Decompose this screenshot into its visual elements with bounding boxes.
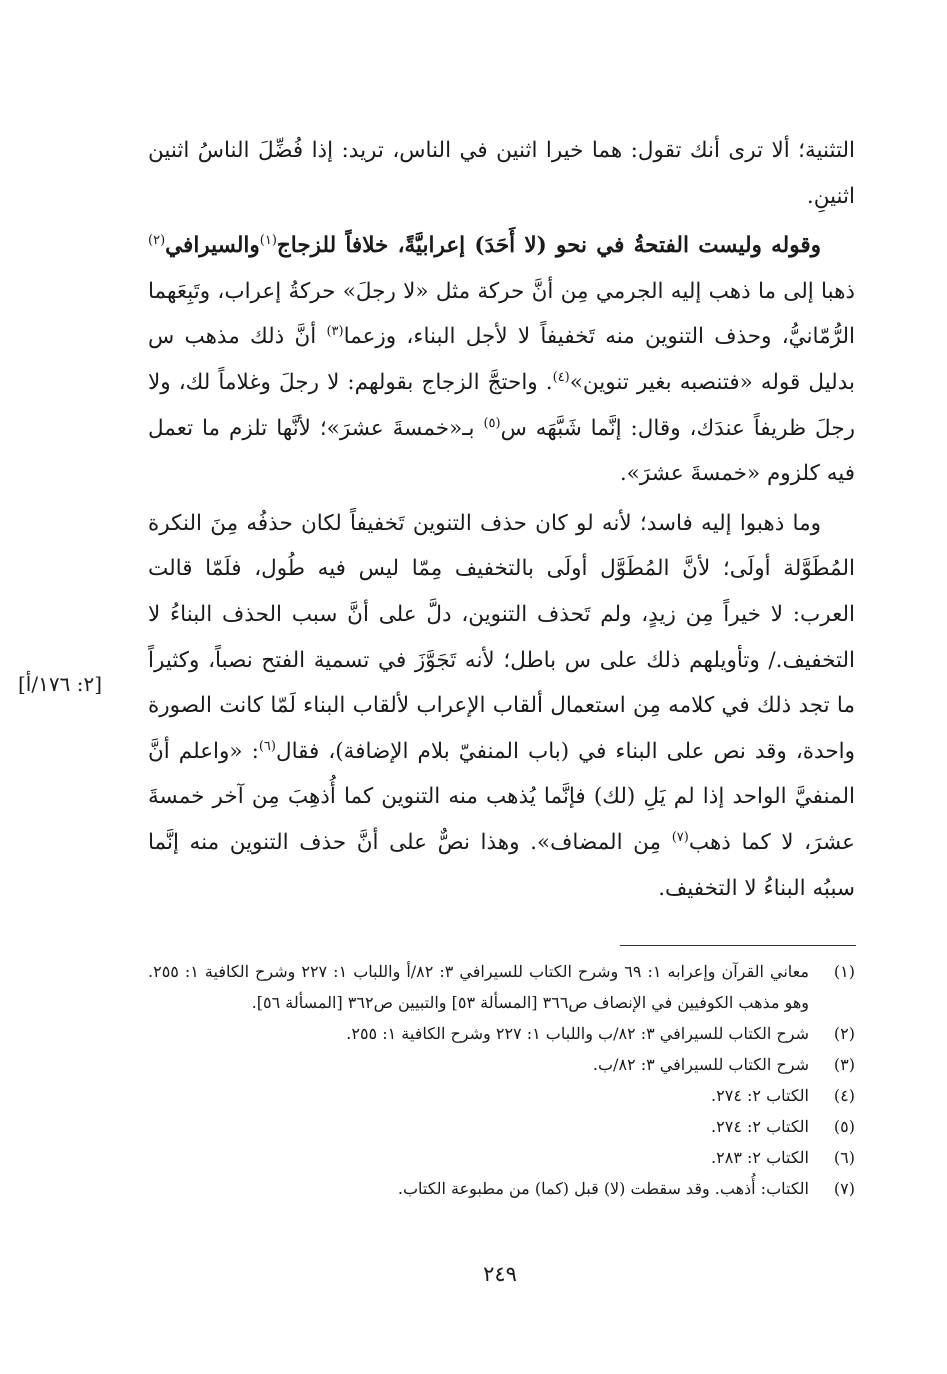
footnote-number: (٢) [833,1024,855,1043]
footnote-item [148,1049,855,1080]
footnote-number: (٤) [833,1086,855,1105]
footnote-ref-2[interactable]: (٢) [148,233,166,249]
footnote-item [148,1080,855,1111]
footnote-text: شرح الكتاب للسيرافي ٣: ٨٢/ب واللباب ١: ٢٢٧ وشرح الكافية ١: ٢٥٥. [346,1024,809,1043]
paragraph-3-text-c: مِن المضاف». وهذا نصٌّ على أنَّ حذف التنوين منه إنَّما سببُه البناءُ لا التخفيف. [148,829,855,901]
paragraph-2-text-d: بـ«خمسةَ عشرَ»؛ لأنَّها تلزم ما تعمل فيه كلزوم «خمسةَ عشرَ». [148,415,855,487]
footnote-ref-6[interactable]: (٦) [258,738,276,754]
footnote-number: (١) [833,962,855,981]
footnotes [148,956,855,1204]
footnote-text: شرح الكتاب للسيرافي ٣: ٨٢/ب. [592,1055,809,1074]
footnote-text: الكتاب: أُذهب. وقد سقطت (لا) قبل (كما) من مطبوعة الكتاب. [397,1179,809,1198]
footnote-ref-1[interactable]: (١) [259,233,277,249]
footnote-number: (٦) [833,1148,855,1167]
paragraph-3 [148,501,855,911]
footnote-item [148,1018,855,1049]
footnote-text: الكتاب ٢: ٢٨٣. [711,1148,809,1167]
footnote-ref-7[interactable]: (٧) [671,829,689,845]
footnote-item [148,1142,855,1173]
paragraph-2 [148,223,855,497]
footnote-number: (٧) [833,1179,855,1198]
bold-heading-text-2: والسيرافي [165,233,260,259]
footnote-item [148,956,855,1018]
bold-heading-text: وقوله وليست الفتحةُ في نحو (لا أَحَدَ) إعرابيَّةً، خلافاً للزجاج [276,233,821,259]
footnote-ref-4[interactable]: (٤) [552,369,570,385]
main-text [148,128,855,911]
footnote-text: معاني القرآن وإعرابه ١: ٦٩ وشرح الكتاب للسيرافي ٣: ٨٢/أ واللباب ١: ٢٢٧ وشرح الكافية ١: ٢٥٥. وهو مذهب الكوفيين في الإنصاف ص٣٦٦ [المسألة ٥٣] والتبيين ص٣٦٢ [المسألة ٥٦]. [148,962,809,1012]
paragraph-3-text-b: : «واعلم أنَّ المنفيَّ الواحد إذا لم يَلِ (لك) فإنَّما يُذهب منه التنوين كما أُذهِبَ مِن آخر خمسةَ عشرَ، لا كما ذهب [148,738,855,855]
paragraph-2-text-b: أنَّ ذلك مذهب س بدليل قوله «فتنصبه بغير تنوين» [148,324,855,395]
paragraph-2-text-a: ذهبا إلى ما ذهب إليه الجرمي مِن أنَّ حركة مثل «لا رجلَ» حركةُ إعراب، وتَبِعَهما الرُّمّانيُّ، وحذف التنوين منه تَخفيفاً لا لأجل البناء، وزعما [148,278,855,350]
footnote-ref-5[interactable]: (٥) [483,415,501,431]
paragraph-1: التثنية؛ ألا ترى أنك تقول: هما خيرا اثنين في الناس، تريد: إذا فُضِّلَ الناسُ اثنين اثنينِ. [148,138,855,209]
manuscript-margin-reference: [٢: ١٧٦/أ] [18,672,103,696]
footnote-text: الكتاب ٢: ٢٧٤. [711,1117,809,1136]
footnote-item [148,1111,855,1142]
footnote-item [148,1173,855,1204]
footnote-ref-3[interactable]: (٣) [326,324,344,340]
paragraph-3-text-a: وما ذهبوا إليه فاسد؛ لأنه لو كان حذف التنوين تَخفيفاً لكان حذفُه مِنَ النكرة المُطَوَّلة أولَى؛ لأنَّ المُطَوَّل أولَى بالتخفيف مِمّا ليس فيه طُول، فلَمّا قالت العرب: لا خيراً مِن زيدٍ، ولم تَحذف التنوين، دلَّ على أنَّ سبب الحذف البناءُ لا التخفيف./ وتأويلهم ذلك على س باطل؛ لأنه تَجَوَّزَ في تسمية الفتح نصباً، وكثيراً ما تجد ذلك في كلامه مِن استعمال ألقاب الإعراب لألقاب البناء لَمّا كانت الصورة واحدة، وقد نص على البناء في (باب المنفيّ بلام الإضافة)، فقال [148,510,855,764]
paragraph-2-text-c: . واحتجَّ الزجاج بقولهم: لا رجلَ وغلاماً لك، ولا رجلَ ظريفاً عندَك، وقال: إنَّما شَبَّهَه س [148,369,855,441]
footnote-number: (٥) [833,1117,855,1136]
page-number: ٢٤٩ [483,1262,517,1286]
footnote-divider [620,945,856,946]
footnote-number: (٣) [833,1055,855,1074]
footnote-text: الكتاب ٢: ٢٧٤. [711,1086,809,1105]
